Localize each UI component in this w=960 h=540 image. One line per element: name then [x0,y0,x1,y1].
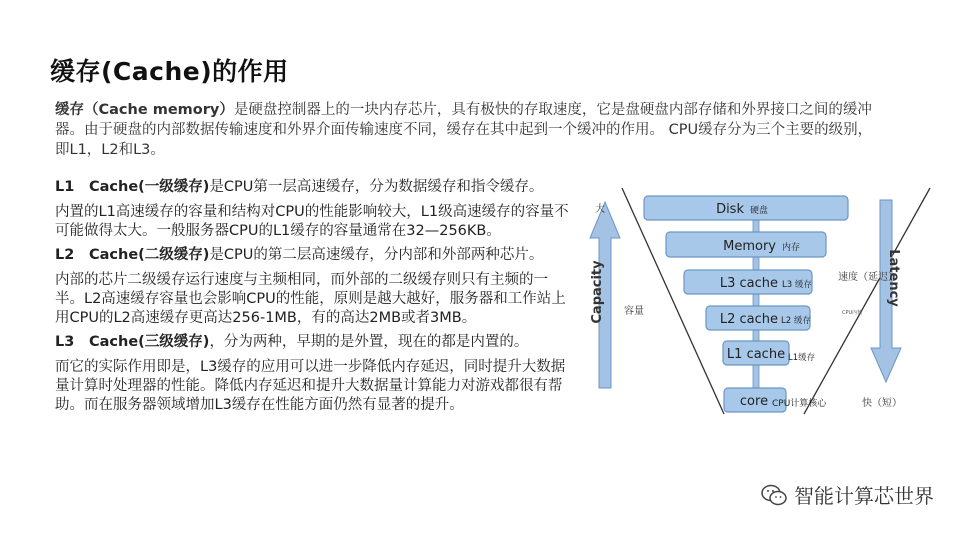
box-l2-en: L2 cache [719,312,778,327]
page-title: 缓存(Cache)的作用 [50,57,289,86]
wechat-icon [760,483,788,507]
watermark-text: 智能计算芯世界 [794,484,934,508]
speed-latency-label: 速度（延迟） [838,272,898,283]
box-l3-en: L3 cache [719,276,778,291]
l1-level-label: L1 [55,179,75,195]
box-l3-cache [684,270,812,294]
funnel-left-line [622,188,724,414]
box-l3-zh: L3 缓存 [782,280,812,290]
box-l1-zh: L1缓存 [788,353,816,363]
l3-heading [55,333,575,352]
memory-hierarchy-diagram [584,186,940,426]
box-l2-cache [706,306,811,330]
box-memory [666,232,826,257]
intro-paragraph [55,100,885,160]
l1-summary: 是CPU第一层高速缓存，分为数据缓存和指令缓存。 [209,179,544,195]
l3-name: Cache(三级缓存) [89,334,210,350]
l2-level-label: L2 [55,247,75,263]
box-l1-cache [723,341,815,365]
box-l1-en: L1 cache [726,347,786,362]
hierarchy-svg [584,186,940,426]
l2-name: Cache(二级缓存) [89,247,210,263]
intro-text: 是硬盘控制器上的一块内存芯片，具有极快的存取速度，它是盘硬盘内部存储和外界接口之间的缓冲器。由于硬盘的内部数据传输速度和外界介面传输速度不同，缓存在其中起到一个缓冲的作用。 CPU缓存分为三个主要的级别，即L1，L2和L3。 [55,102,873,158]
capacity-zh-label: 容量 [624,306,644,317]
l1-detail: 内置的L1高速缓存的容量和结构对CPU的性能影响较大，L1级高速缓存的容量不可能做得太大。一般服务器CPU的L1缓存的容量通常在32—256KB。 [55,204,569,239]
box-memory-en: Memory [723,239,776,254]
l2-summary: 是CPU的第二层高速缓存，分内部和外部两种芯片。 [209,247,544,263]
box-core-zh: CPU计算核心 [772,399,827,409]
watermark [760,480,934,509]
box-l2-zh: L2 缓存 [781,316,811,326]
fast-short-label: 快（短） [862,398,902,409]
l3-summary: ，分为两种，早期的是外置，现在的都是内置的。 [209,334,529,350]
l2-detail: 内部的芯片二级缓存运行速度与主频相同，而外部的二级缓存则只有主频的一半。L2高速缓存容量也会影响CPU的性能，原则是越大越好，服务器和工作站上用CPU的L2高速缓存更高达256-1MB，有的高达2MB或者3MB。 [55,272,566,326]
latency-label: Latency [886,249,901,307]
cpu-core-note: CPU内核 [842,310,863,316]
l3-detail: 而它的实际作用即是，L3缓存的应用可以进一步降低内存延迟，同时提升大数据量计算时处理器的性能。降低内存延迟和提升大数据量计算能力对游戏都很有帮助。而在服务器领域增加L3缓存在性能方面仍然有显著的提升。 [55,359,566,413]
cache-levels-list [55,178,575,420]
box-core-en: core [739,394,769,409]
box-memory-zh: 内存 [782,243,801,253]
l3-level-label: L3 [55,334,75,350]
l1-heading [55,178,575,197]
large-label: 大 [595,204,605,215]
box-disk [644,196,848,220]
intro-term: 缓存（Cache memory） [55,102,234,118]
box-disk-en: Disk [716,202,744,217]
l1-name: Cache(一级缓存) [89,179,210,195]
l2-heading [55,246,575,265]
funnel-right-line [804,188,930,414]
box-disk-zh: 硬盘 [750,206,769,216]
box-core [724,388,827,412]
capacity-label: Capacity [590,260,605,324]
